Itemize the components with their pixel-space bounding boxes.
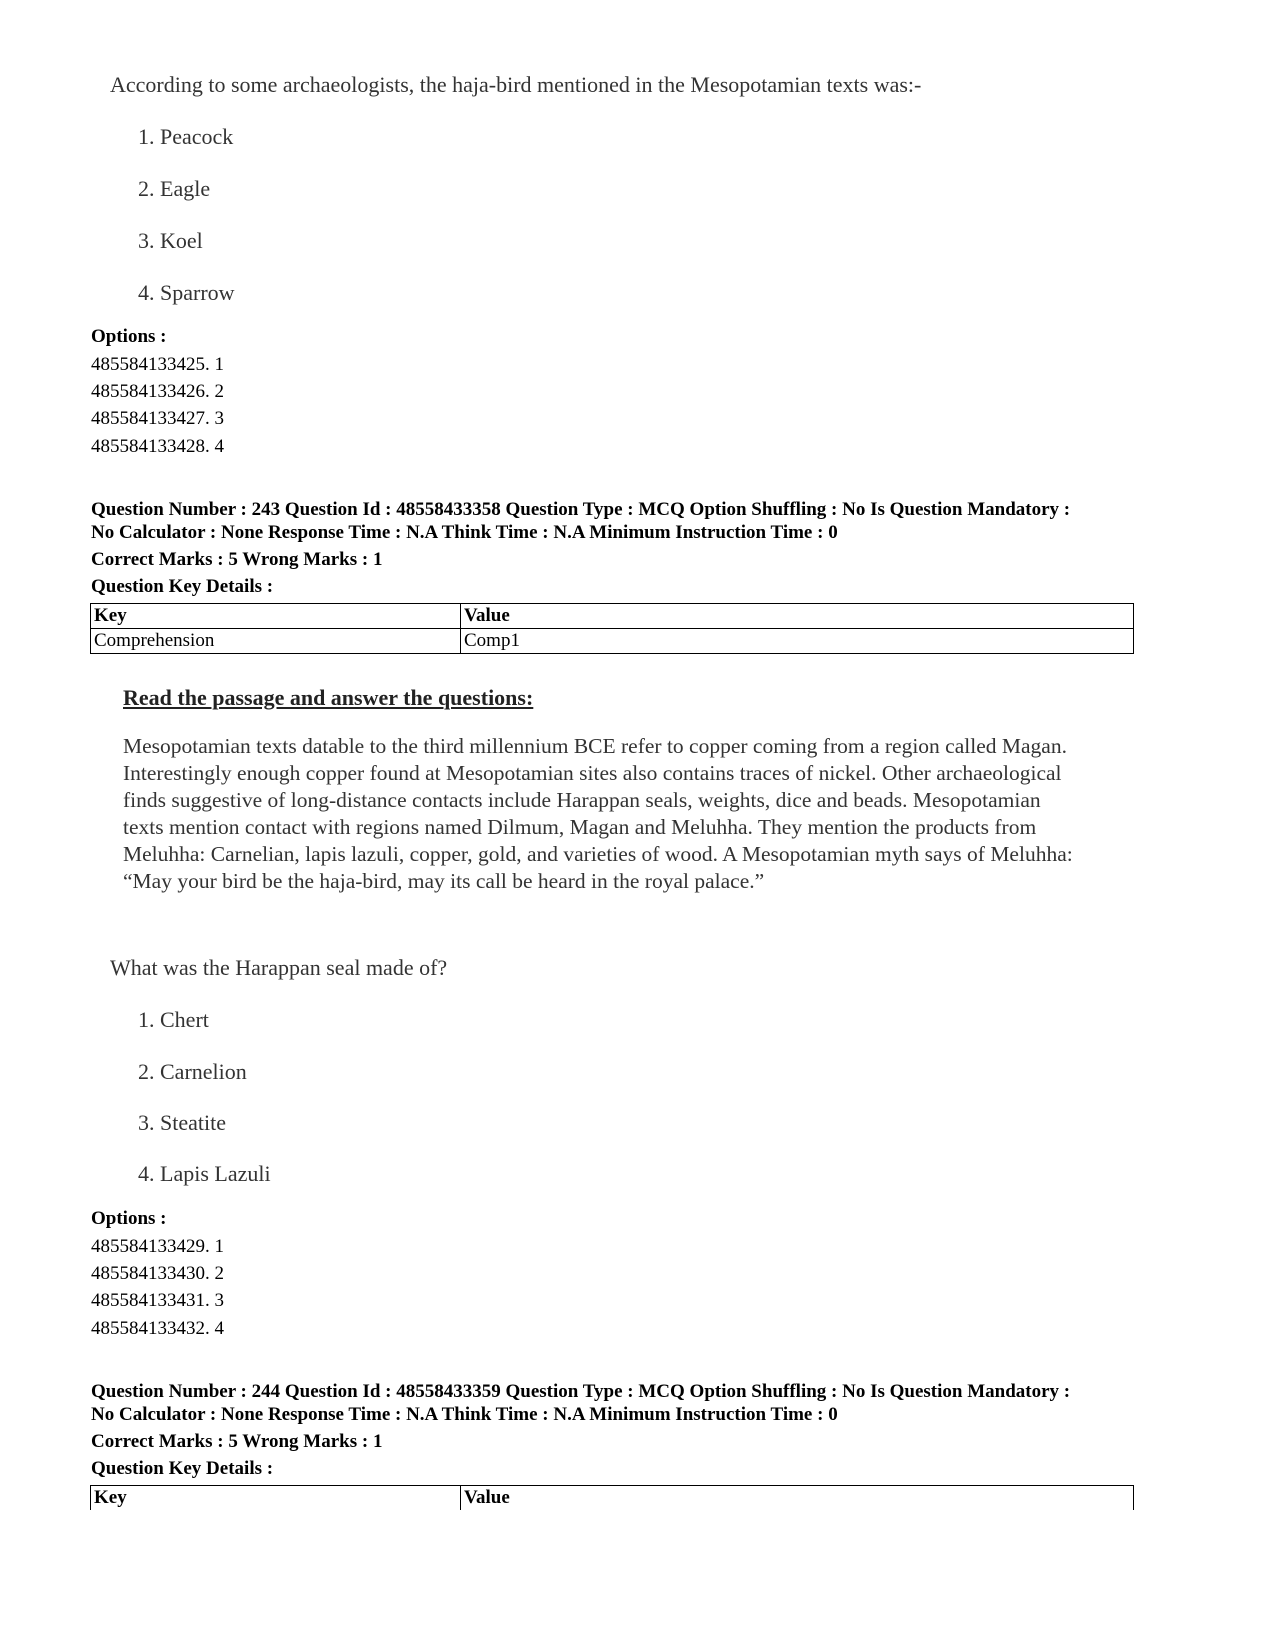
passage-line: Meluhha: Carnelian, lapis lazuli, copper, gold, and varieties of wood. A Mesopotamian myth says of Meluhha: [123,842,1073,866]
choice-item: 2. Eagle [138,176,211,201]
table-header-key: Key [91,1486,461,1511]
key-details-label: Question Key Details : [91,1458,274,1479]
option-id-line: 485584133426. 2 [91,381,224,402]
question-marks: Correct Marks : 5 Wrong Marks : 1 [91,1431,383,1452]
table-cell-key: Comprehension [91,629,461,654]
table-header-row [91,604,1134,629]
passage-line: finds suggestive of long-distance contacts include Harappan seals, weights, dice and beads. Mesopotamian [123,788,1041,812]
table-header-key: Key [91,604,461,629]
choice-item: 2. Carnelion [138,1059,247,1084]
passage-body [123,733,1123,895]
choice-item: 1. Peacock [138,124,234,149]
options-label: Options : [91,1208,167,1229]
question-text: What was the Harappan seal made of? [110,955,448,980]
choice-item: 4. Sparrow [138,280,235,305]
option-id-line: 485584133430. 2 [91,1263,224,1284]
choice-item: 1. Chert [138,1007,209,1032]
question-text: According to some archaeologists, the haja-bird mentioned in the Mesopotamian texts was:- [110,72,922,97]
option-id-line: 485584133425. 1 [91,354,224,375]
passage-title: Read the passage and answer the questions: [123,685,534,710]
question-meta-line1: Question Number : 243 Question Id : 48558433358 Question Type : MCQ Option Shuffling : No Is Question Mandatory : [91,499,1071,520]
option-id-line: 485584133428. 4 [91,436,224,457]
key-details-table [90,1485,1134,1510]
key-details-label: Question Key Details : [91,576,274,597]
table-header-value: Value [461,1486,1134,1511]
choice-item: 3. Koel [138,228,203,253]
choice-item: 3. Steatite [138,1110,226,1135]
passage-line: texts mention contact with regions named Dilmum, Magan and Meluhha. They mention the products from [123,815,1037,839]
option-id-line: 485584133431. 3 [91,1290,224,1311]
key-details-table-clip [90,1485,1134,1511]
question-meta-line2: No Calculator : None Response Time : N.A Think Time : N.A Minimum Instruction Time : 0 [91,522,838,543]
option-id-line: 485584133427. 3 [91,408,224,429]
question-marks: Correct Marks : 5 Wrong Marks : 1 [91,549,383,570]
passage-line: “May your bird be the haja-bird, may its call be heard in the royal palace.” [123,869,765,893]
table-header-value: Value [461,604,1134,629]
passage-line: Mesopotamian texts datable to the third millennium BCE refer to copper coming from a region called Magan. [123,734,1067,758]
question-meta-line1: Question Number : 244 Question Id : 48558433359 Question Type : MCQ Option Shuffling : No Is Question Mandatory : [91,1381,1071,1402]
passage-line: Interestingly enough copper found at Mesopotamian sites also contains traces of nickel. Other archaeological [123,761,1062,785]
option-id-line: 485584133432. 4 [91,1318,224,1339]
choice-item: 4. Lapis Lazuli [138,1161,271,1186]
option-id-line: 485584133429. 1 [91,1236,224,1257]
table-header-row [91,1486,1134,1511]
options-label: Options : [91,326,167,347]
table-cell-value: Comp1 [461,629,1134,654]
question-meta-line2: No Calculator : None Response Time : N.A Think Time : N.A Minimum Instruction Time : 0 [91,1404,838,1425]
table-row [91,629,1134,654]
key-details-table [90,603,1134,654]
